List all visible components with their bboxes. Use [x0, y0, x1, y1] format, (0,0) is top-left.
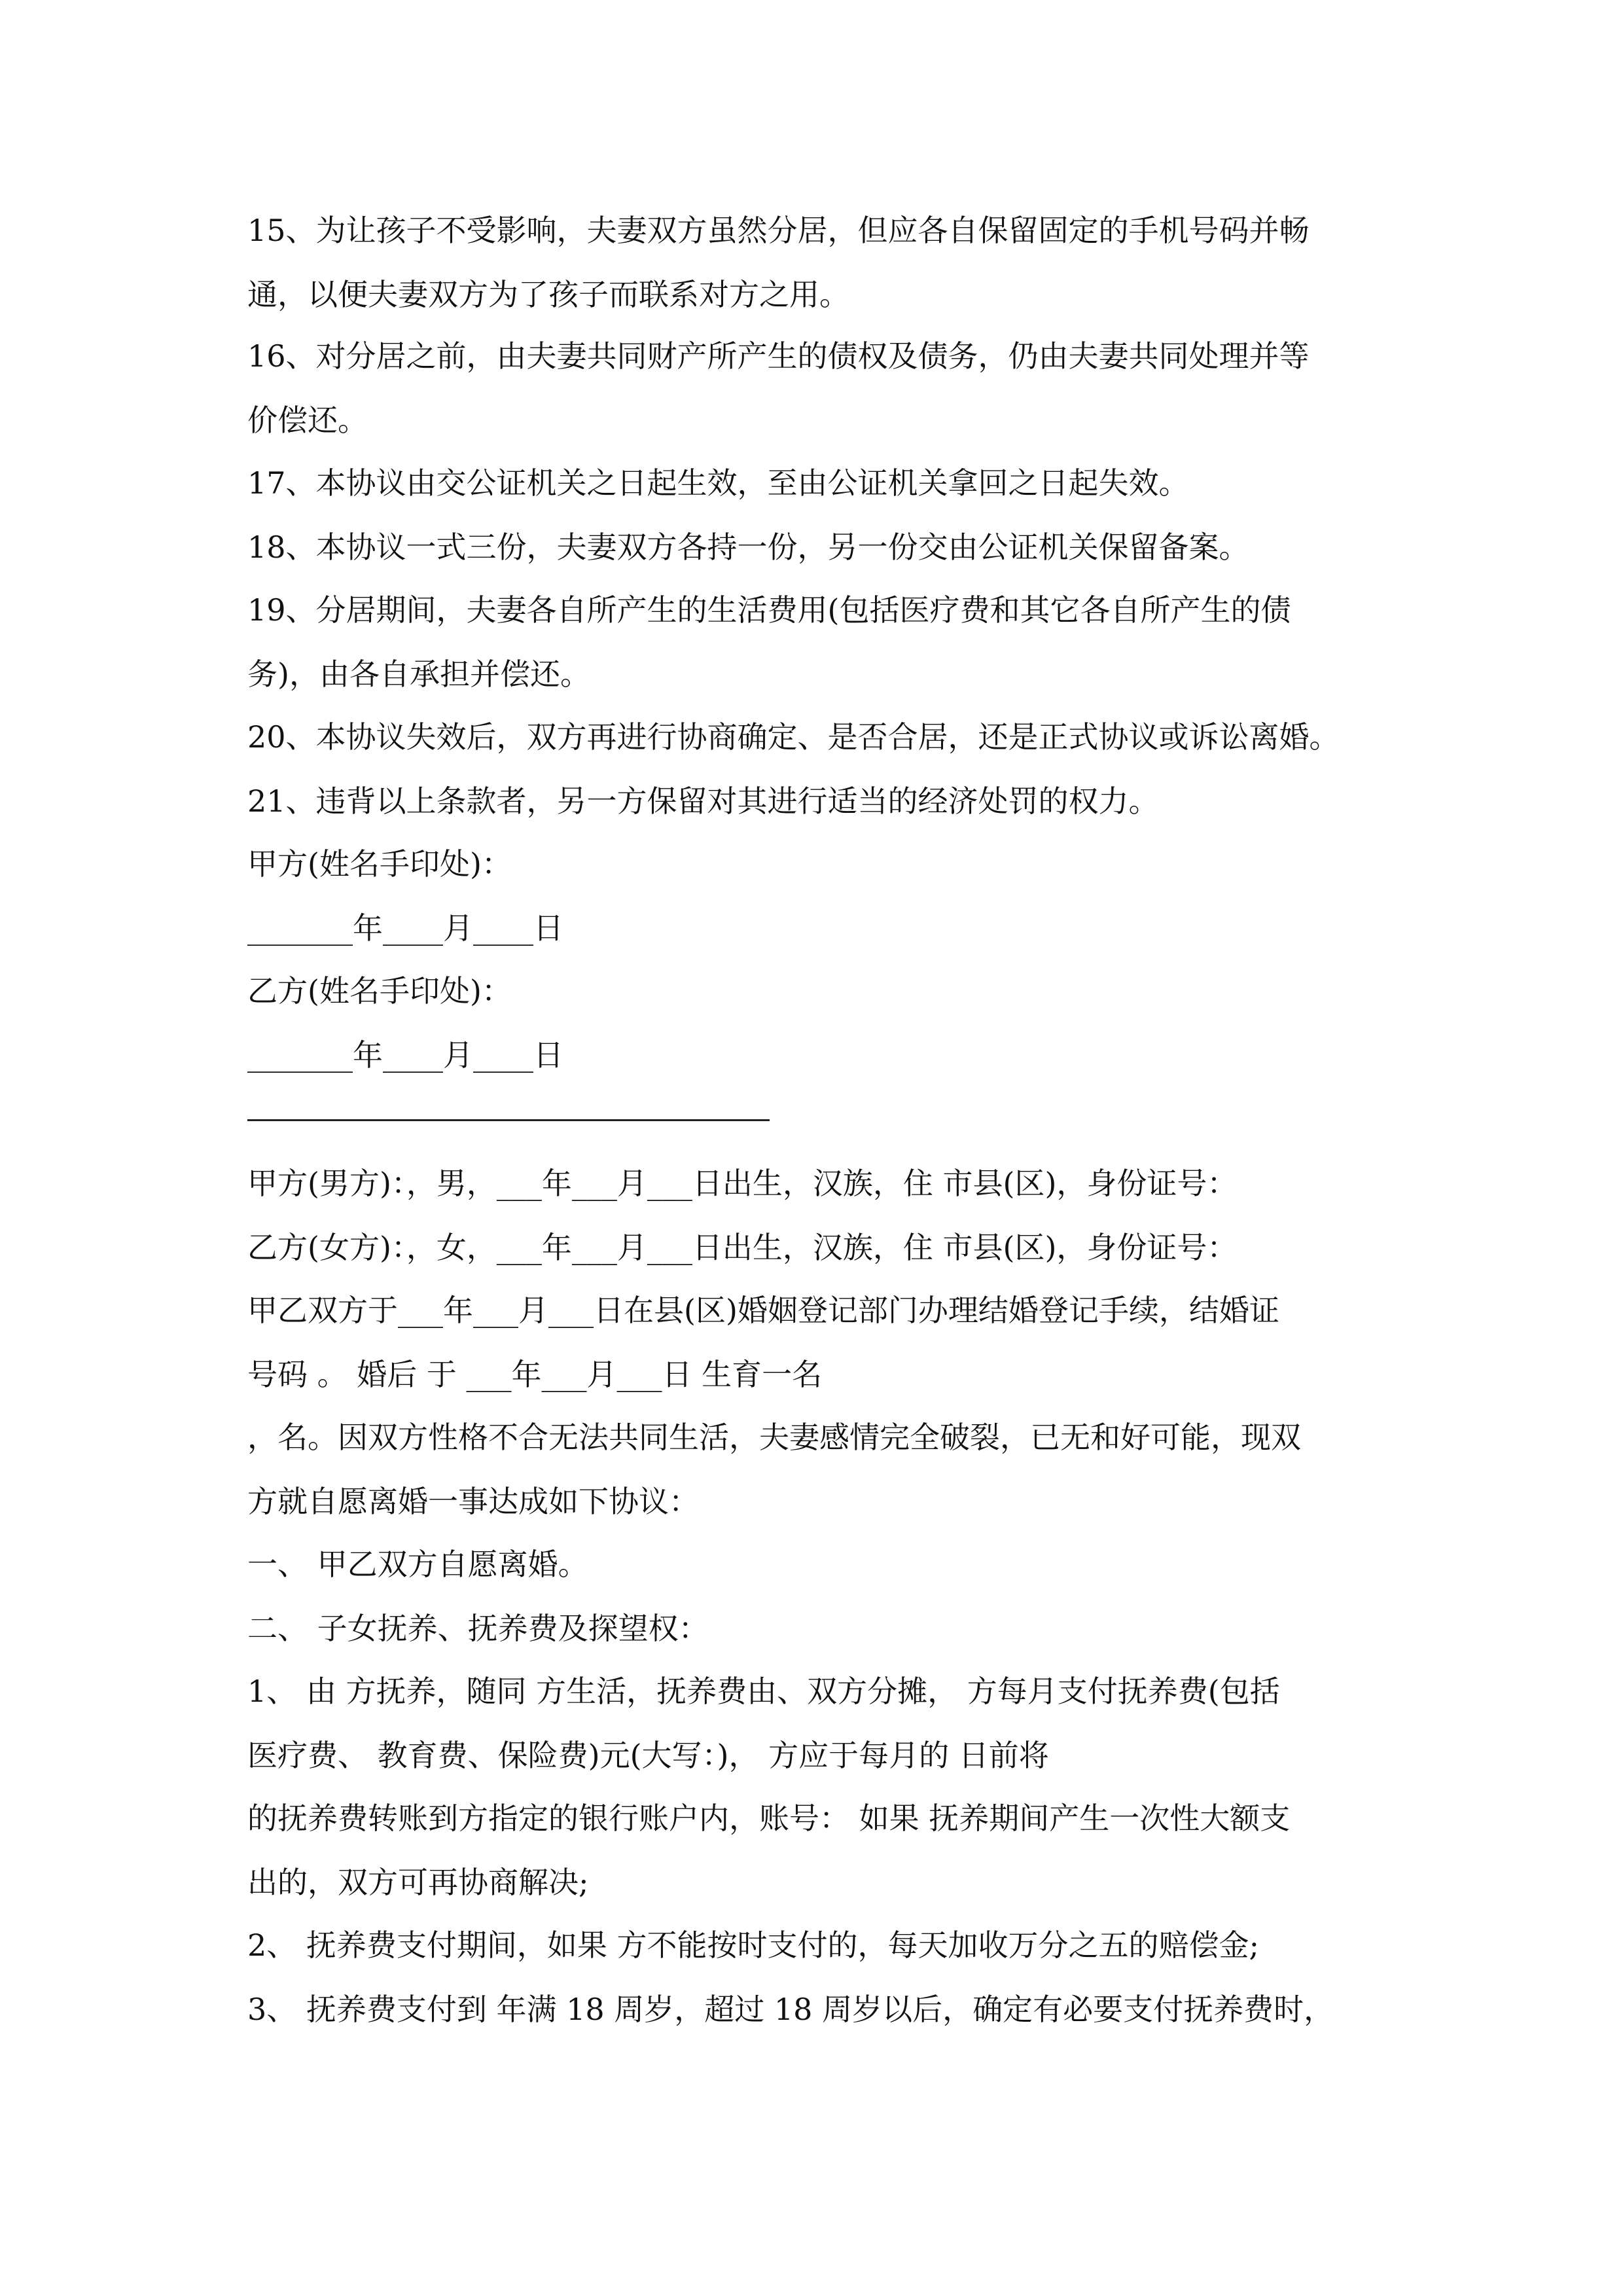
section-divider — [247, 1119, 770, 1121]
text-line: 甲方(男方)：，男，___年___月___日出生，汉族，住 市县(区)，身份证号： — [247, 1166, 1238, 1201]
text-line: 医疗费、 教育费、保险费)元(大写：)， 方应于每月的 日前将 — [247, 1738, 1049, 1773]
text-line: 号码 。 婚后 于 ___年___月___日 生育一名 — [247, 1357, 823, 1392]
text-line: 甲乙双方于___年___月___日在县(区)婚姻登记部门办理结婚登记手续，结婚证 — [247, 1293, 1279, 1328]
text-line: 方就自愿离婚一事达成如下协议： — [247, 1484, 699, 1519]
party-a-date-line: _______年____月____日 — [247, 910, 563, 946]
text-line: 2、 抚养费支付期间，如果 方不能按时支付的，每天加收万分之五的赔偿金; — [247, 1928, 1260, 1963]
text-line: 务)，由各自承担并偿还。 — [247, 656, 590, 692]
text-line: 1、 由 方抚养，随同 方生活，抚养费由、双方分摊， 方每月支付抚养费(包括 — [247, 1674, 1280, 1709]
text-line: 20、本协议失效后，双方再进行协商确定、是否合居，还是正式协议或诉讼离婚。 — [247, 719, 1340, 755]
text-line: 乙方(女方)：，女，___年___月___日出生，汉族，住 市县(区)，身份证号： — [247, 1230, 1238, 1265]
text-line: 21、违背以上条款者，另一方保留对其进行适当的经济处罚的权力。 — [247, 783, 1159, 819]
text-line: 3、 抚养费支付到 年满 18 周岁，超过 18 周岁以后，确定有必要支付抚养费时， — [247, 1992, 1334, 2027]
text-line: 的抚养费转账到方指定的银行账户内，账号： 如果 抚养期间产生一次性大额支 — [247, 1801, 1291, 1836]
text-line: 18、本协议一式三份，夫妻双方各持一份，另一份交由公证机关保留备案。 — [247, 529, 1249, 565]
text-line: 出的，双方可再协商解决; — [247, 1865, 589, 1900]
text-line: 一、 甲乙双方自愿离婚。 — [247, 1547, 588, 1582]
text-line: 二、 子女抚养、抚养费及探望权： — [247, 1611, 709, 1646]
text-line: 16、对分居之前，由夫妻共同财产所产生的债权及债务，仍由夫妻共同处理并等 — [247, 338, 1310, 374]
text-line: 19、分居期间，夫妻各自所产生的生活费用(包括医疗费和其它各自所产生的债 — [247, 592, 1291, 628]
text-line: ，名。因双方性格不合无法共同生活，夫妻感情完全破裂，已无和好可能，现双 — [247, 1420, 1301, 1455]
party-b-signature-label: 乙方(姓名手印处)： — [247, 973, 512, 1009]
text-line: 15、为让孩子不受影响，夫妻双方虽然分居，但应各自保留固定的手机号码并畅 — [247, 213, 1310, 248]
text-line: 通，以便夫妻双方为了孩子而联系对方之用。 — [247, 277, 849, 312]
party-a-signature-label: 甲方(姓名手印处)： — [247, 846, 512, 882]
party-b-date-line: _______年____月____日 — [247, 1037, 563, 1073]
text-line: 价偿还。 — [247, 403, 368, 438]
text-line: 17、本协议由交公证机关之日起生效，至由公证机关拿回之日起失效。 — [247, 465, 1189, 501]
